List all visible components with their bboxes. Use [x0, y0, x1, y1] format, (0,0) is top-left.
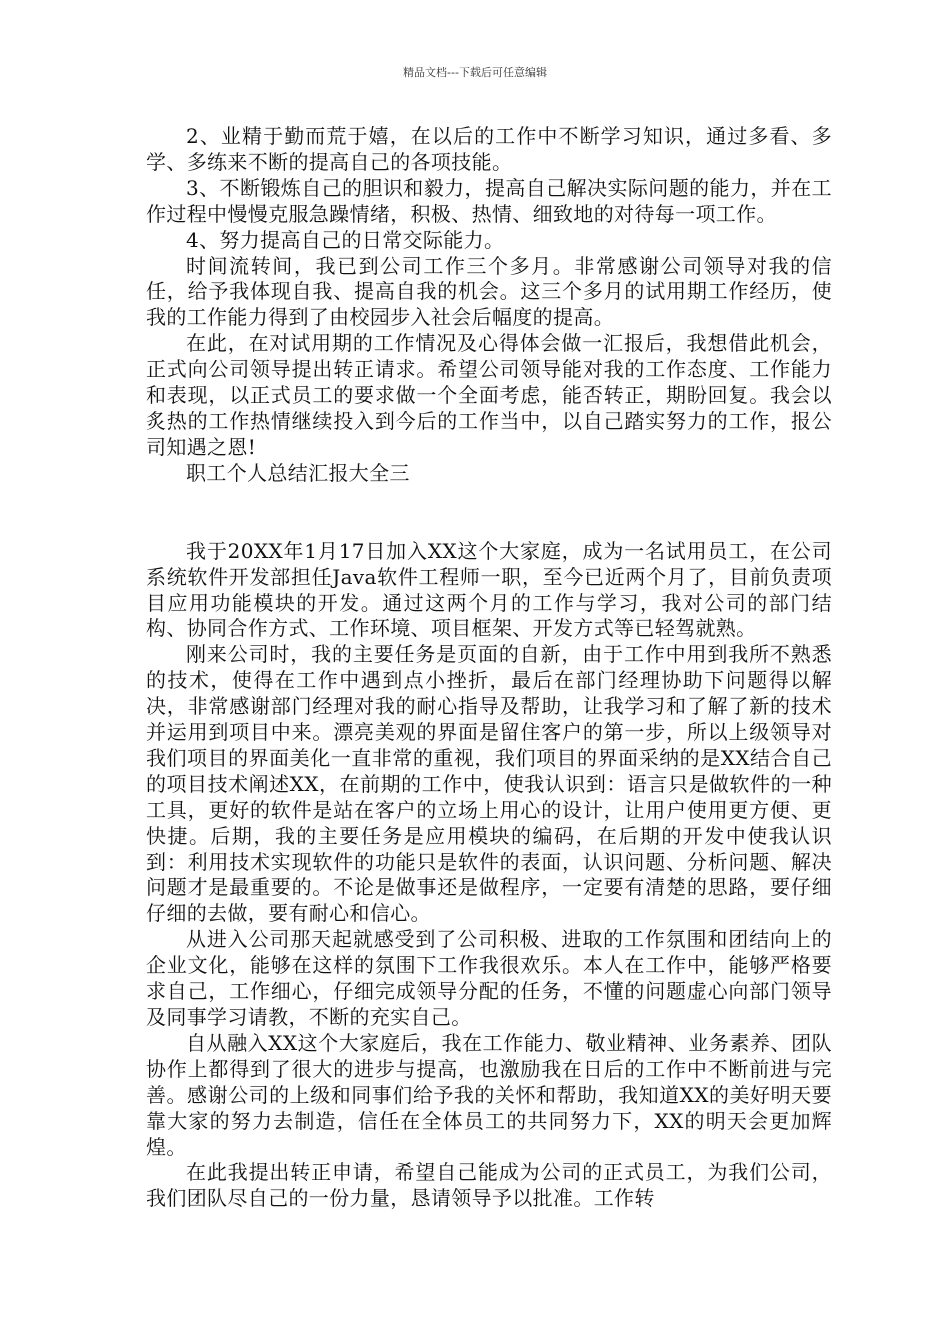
section-heading: 职工个人总结汇报大全三 [186, 460, 410, 485]
paragraph-three-months: 时间流转间，我已到公司工作三个多月。非常感谢公司领导对我的信任，给予我体现自我、提高自我的机会。这三个多月的试用期工作经历，使我的工作能力得到了由校园步入社会后幅度的提高。 [146, 253, 832, 330]
paragraph-point-3: 3、不断锻炼自己的胆识和毅力，提高自己解决实际问题的能力，并在工作过程中慢慢克服急躁情绪，积极、热情、细致地的对待每一项工作。 [146, 175, 832, 226]
page-header-watermark: 精品文档---下载后可任意编辑 [403, 66, 547, 79]
document-body [146, 124, 832, 1212]
paragraph-progress: 自从融入XX这个大家庭后，我在工作能力、敬业精神、业务素养、团队协作上都得到了很大的进步与提高，也激励我在日后的工作中不断前进与完善。感谢公司的上级和同事们给予我的关怀和帮助，我知道XX的美好明天要靠大家的努力去制造，信任在全体员工的共同努力下，XX的明天会更加辉煌。 [146, 1030, 832, 1159]
paragraph-point-2: 2、业精于勤而荒于嬉，在以后的工作中不断学习知识，通过多看、多学、多练来不断的提高自己的各项技能。 [146, 124, 832, 174]
paragraph-joining: 我于20XX年1月17日加入XX这个大家庭，成为一名试用员工，在公司系统软件开发部担任Java软件工程师一职，至今已近两个月了，目前负责项目应用功能模块的开发。通过这两个月的工作与学习，我对公司的部门结构、协同合作方式、工作环境、项目框架、开发方式等已轻驾就熟。 [146, 538, 832, 641]
paragraph-early-work: 刚来公司时，我的主要任务是页面的自新，由于工作中用到我所不熟悉的技术，使得在工作中遇到点小挫折，最后在部门经理协助下问题得以解决，非常感谢部门经理对我的耐心指导及帮助，让我学习和了解了新的技术并运用到项目中来。漂亮美观的界面是留住客户的第一步，所以上级领导对我们项目的界面美化一直非常的重视，我们项目的界面采纳的是XX结合自己的项目技术阐述XX，在前期的工作中，使我认识到：语言只是做软件的一种工具，更好的软件是站在客户的立场上用心的设计，让用户使用更方便、更快捷。后期，我的主要任务是应用模块的编码，在后期的开发中使我认识到：利用技术实现软件的功能只是软件的表面，认识问题、分析问题、解决问题才是最重要的。不论是做事还是做程序，一定要有清楚的思路，要仔细仔细的去做，要有耐心和信心。 [146, 642, 832, 926]
blank-line [146, 487, 832, 539]
paragraph-request-confirmation: 在此，在对试用期的工作情况及心得体会做一汇报后，我想借此机会，正式向公司领导提出转正请求。希望公司领导能对我的工作态度、工作能力和表现，以正式员工的要求做一个全面考虑，能否转正，期盼回复。我会以炙热的工作热情继续投入到今后的工作当中，以自己踏实努力的工作，报公司知遇之恩! [146, 331, 832, 459]
paragraph-point-4: 4、努力提高自己的日常交际能力。 [186, 227, 505, 252]
paragraph-company-culture: 从进入公司那天起就感受到了公司积极、进取的工作氛围和团结向上的企业文化，能够在这样的氛围下工作我很欢乐。本人在工作中，能够严格要求自己，工作细心，仔细完成领导分配的任务，不懂的问题虚心向部门领导及同事学习请教，不断的充实自己。 [146, 927, 832, 1029]
paragraph-application: 在此我提出转正申请，希望自己能成为公司的正式员工，为我们公司，我们团队尽自己的一份力量，恳请领导予以批准。工作转 [146, 1160, 832, 1211]
